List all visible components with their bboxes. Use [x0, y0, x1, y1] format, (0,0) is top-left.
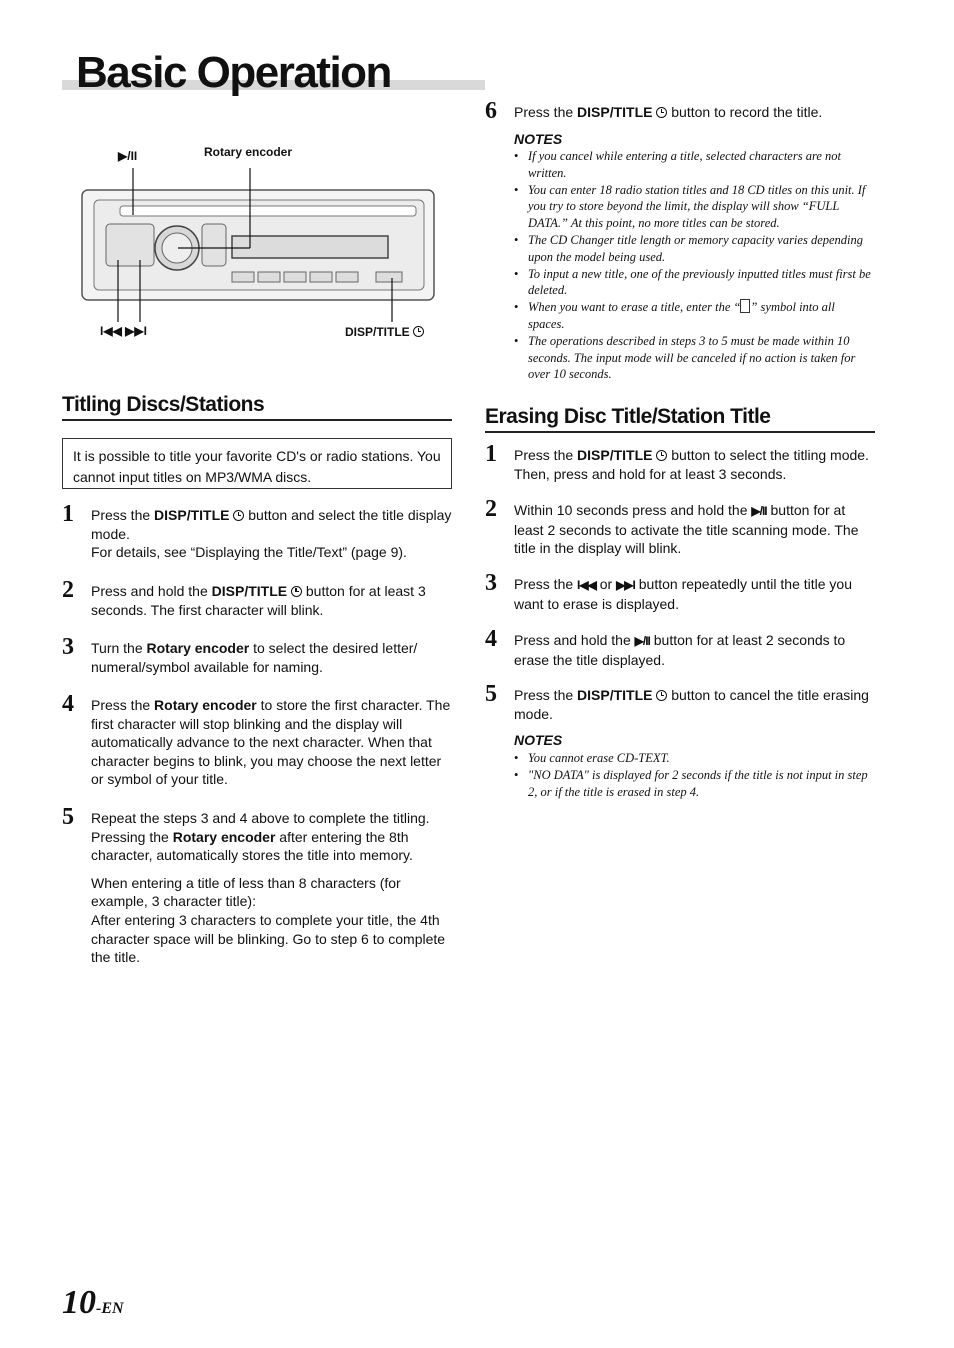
disp-title-label-text: DISP/TITLE	[345, 325, 410, 339]
note-item: • If you cancel while entering a title, selected characters are not written.	[514, 149, 841, 180]
clock-icon	[656, 450, 667, 461]
step-number: 3	[485, 570, 497, 596]
play-pause-label: ▶/II	[118, 149, 138, 163]
erasing-notes-title: NOTES	[514, 732, 563, 748]
prev-next-label: I◀◀ ▶▶I	[100, 324, 147, 338]
step-number: 4	[485, 626, 497, 652]
titling-heading-rule	[62, 419, 452, 421]
rotary-encoder-label: Rotary encoder	[204, 145, 293, 159]
titling-intro-box: It is possible to title your favorite CD's or radio stations. You cannot input titles on MP3/WMA discs.	[62, 438, 452, 489]
titling-heading: Titling Discs/Stations	[62, 393, 265, 416]
step-number: 5	[62, 804, 74, 830]
next-icon: ▶▶I	[616, 578, 635, 592]
step-note: When entering a title of less than 8 characters (for example, 3 character title):	[91, 874, 401, 910]
step-number: 1	[485, 441, 497, 467]
page-number: 10-EN	[62, 1284, 124, 1321]
erasing-heading-rule	[485, 431, 875, 433]
clock-icon	[233, 510, 244, 521]
erasing-notes-list	[514, 750, 874, 800]
step-number: 6	[485, 98, 497, 124]
space-symbol-icon	[740, 299, 750, 313]
clock-icon	[656, 690, 667, 701]
previous-icon: I◀◀	[577, 578, 596, 592]
note-item: • The operations described in steps 3 to 5 must be made within 10 seconds. The input mode will be canceled if no action is taken for over 10 seconds.	[514, 333, 856, 382]
step-number: 5	[485, 681, 497, 707]
step-number: 2	[485, 496, 497, 522]
note-item: • "NO DATA" is displayed for 2 seconds if the title is not input in step 2, or if the title is erased in step 4.	[514, 767, 868, 799]
clock-icon	[291, 586, 302, 597]
step-number: 2	[62, 577, 74, 603]
clock-icon	[413, 326, 424, 337]
step-number: 1	[62, 501, 74, 527]
step-number: 3	[62, 634, 74, 660]
note-item: • You can enter 18 radio station titles and 18 CD titles on this unit. If you try to store beyond the limit, the display will show “FULL DATA.” At this point, no more titles can be stored.	[514, 182, 866, 231]
note-item: • When you want to erase a title, enter the “ ” symbol into all spaces.	[514, 300, 835, 331]
play-pause-icon: ▶/II	[634, 634, 650, 648]
head-unit-diagram	[80, 160, 440, 325]
titling-notes-title: NOTES	[514, 131, 563, 147]
page-title: Basic Operation	[76, 48, 391, 97]
step-number: 4	[62, 691, 74, 717]
note-item: • To input a new title, one of the previously inputted titles must first be deleted.	[514, 266, 871, 298]
play-pause-icon: ▶/II	[751, 504, 767, 518]
clock-icon	[656, 107, 667, 118]
step-note: After entering 3 characters to complete your title, the 4th character space will be blinking. Go to step 6 to complete the title.	[91, 911, 446, 966]
step-note: For details, see “Displaying the Title/Text” (page 9).	[91, 544, 407, 561]
note-item: • You cannot erase CD-TEXT.	[514, 751, 670, 765]
disp-title-label	[345, 325, 424, 339]
note-item: • The CD Changer title length or memory capacity varies depending upon the model being used.	[514, 232, 864, 264]
titling-notes-list	[514, 148, 874, 383]
erasing-heading: Erasing Disc Title/Station Title	[485, 405, 771, 428]
